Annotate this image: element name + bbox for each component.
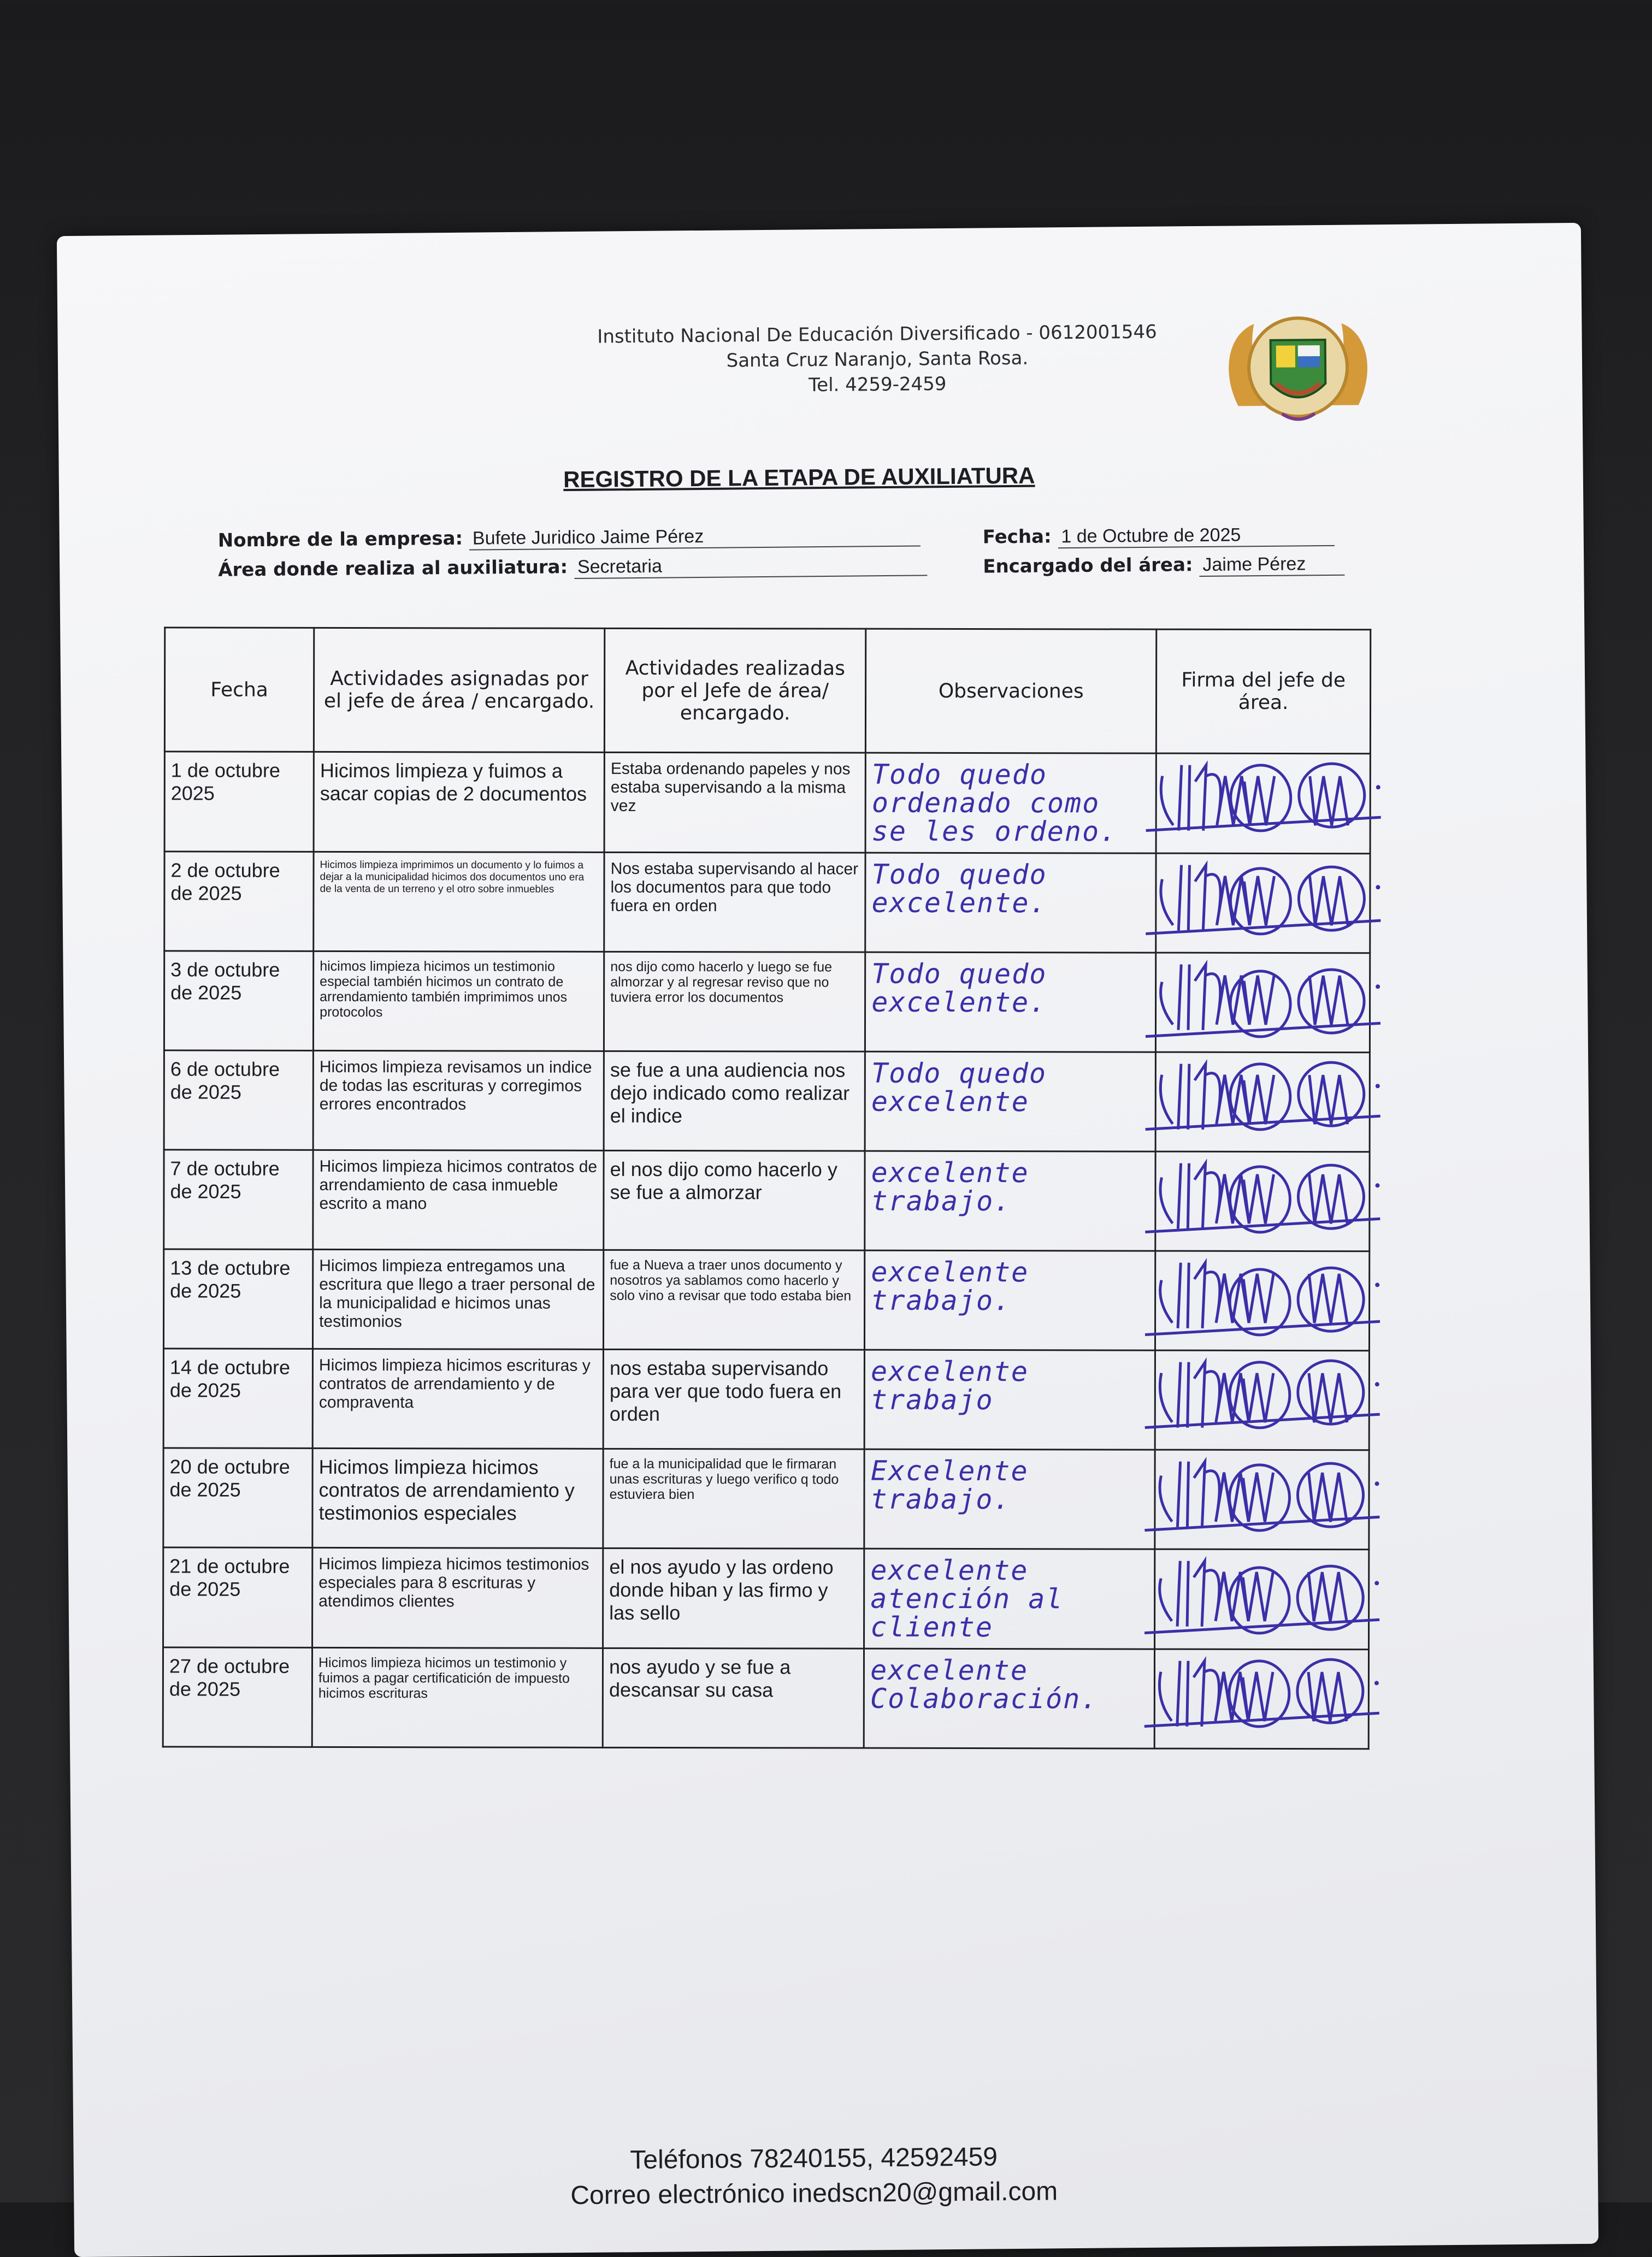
signature-stroke <box>1243 1672 1347 1721</box>
cell-firma <box>1156 853 1370 953</box>
institution-address: Santa Cruz Naranjo, Santa Rosa. <box>726 347 1029 372</box>
cell-firma <box>1155 1251 1370 1351</box>
cell-observaciones: excelente trabajo <box>864 1350 1155 1450</box>
document-title: REGISTRO DE LA ETAPA DE AUXILIATURA <box>563 462 1035 493</box>
cell-fecha: 6 de octubre de 2025 <box>164 1050 313 1150</box>
signature-stroke <box>1160 1462 1189 1527</box>
header-firma: Firma del jefe de área. <box>1157 629 1371 754</box>
signature-stroke <box>1231 868 1291 934</box>
signature-icon <box>1150 1241 1380 1351</box>
signature-stroke <box>1376 885 1380 889</box>
footer-phones: Teléfonos 78240155, 42592459 <box>630 2142 998 2175</box>
signature-icon <box>1151 1042 1380 1152</box>
cell-firma <box>1155 1350 1369 1450</box>
cell-realizadas: fue a la municipalidad que le firmaran unas escrituras y luego verifico q todo estuviera bien <box>603 1449 864 1549</box>
cell-observaciones: Excelente trabajo. <box>864 1449 1155 1549</box>
cell-asignadas: Hicimos limpieza hicimos contratos de arrendamiento de casa inmueble escrito a mano <box>313 1150 604 1250</box>
signature-stroke <box>1376 785 1380 789</box>
signature-stroke <box>1195 765 1250 831</box>
cell-observaciones: excelente atención al cliente <box>864 1549 1155 1649</box>
signature-stroke <box>1161 865 1190 931</box>
header-actividades-asignadas: Actividades asignadas por el jefe de área / encargado. <box>314 628 604 752</box>
cell-realizadas: fue a Nueva a traer unos documento y nosotros ya sablamos como hacerlo y solo vino a revisar que todo estaba bien <box>604 1250 865 1350</box>
empresa-label: Nombre de la empresa: <box>217 527 463 552</box>
signature-stroke <box>1230 1167 1290 1232</box>
empresa-value: Bufete Juridico Jaime Pérez <box>469 524 921 550</box>
table-row <box>164 852 1370 953</box>
table-row <box>164 752 1370 854</box>
signature-icon <box>1152 743 1381 853</box>
signature-stroke <box>1159 1661 1188 1727</box>
signature-stroke <box>1161 765 1190 831</box>
cell-firma <box>1156 953 1370 1053</box>
cell-asignadas: Hicimos limpieza revisamos un indice de todas las escrituras y corregimos errores encontrados <box>313 1050 604 1150</box>
cell-asignadas: Hicimos limpieza hicimos testimonios especiales para 8 escrituras y atendimos clientes <box>312 1547 603 1648</box>
signature-stroke <box>1229 1568 1289 1633</box>
header-fecha: Fecha <box>164 628 314 752</box>
cell-asignadas: Hicimos limpieza hicimos escrituras y contratos de arrendamiento y de compraventa <box>312 1349 603 1449</box>
cell-observaciones: excelente trabajo. <box>865 1151 1155 1251</box>
signature-stroke <box>1243 1274 1347 1323</box>
institution-header <box>483 318 1271 401</box>
signature-stroke <box>1230 1465 1290 1531</box>
cell-observaciones: Todo quedo excelente. <box>865 853 1156 953</box>
signature-icon <box>1150 1440 1380 1550</box>
cell-realizadas: el nos ayudo y las ordeno donde hiban y las firmo y las sello <box>603 1548 864 1649</box>
signature-stroke <box>1160 1362 1189 1428</box>
signature-stroke <box>1160 1163 1189 1229</box>
table-row <box>164 1150 1370 1251</box>
institution-phone: Tel. 4259-2459 <box>809 373 947 397</box>
cell-observaciones: Todo quedo excelente <box>865 1051 1155 1151</box>
cell-asignadas: Hicimos limpieza hicimos un testimonio y fuimos a pagar certificatición de impuesto hicimos escrituras <box>312 1647 603 1747</box>
signature-icon <box>1150 1340 1380 1450</box>
signature-stroke <box>1243 1473 1347 1522</box>
signature-stroke <box>1160 1263 1189 1328</box>
signature-stroke <box>1160 1561 1189 1627</box>
institution-crest-icon <box>1216 301 1380 445</box>
cell-observaciones: Todo quedo excelente. <box>865 952 1156 1052</box>
cell-realizadas: nos ayudo y se fue a descansar su casa <box>603 1648 864 1748</box>
header-actividades-realizadas: Actividades realizadas por el Jefe de área/ encargado. <box>604 628 865 753</box>
cell-fecha: 14 de octubre de 2025 <box>163 1349 312 1448</box>
cell-asignadas: Hicimos limpieza imprimimos un documento y lo fuimos a dejar a la municipalidad hicimos dos documentos uno era de la venta de un terreno y el otro sobre inmuebles <box>314 852 604 952</box>
signature-stroke <box>1375 1481 1379 1486</box>
cell-realizadas: el nos dijo como hacerlo y se fue a almorzar <box>604 1150 865 1250</box>
signature-stroke <box>1161 965 1190 1030</box>
signature-stroke <box>1194 1362 1249 1428</box>
cell-asignadas: Hicimos limpieza y fuimos a sacar copias de 2 documentos <box>314 752 604 852</box>
cell-firma <box>1154 1649 1368 1749</box>
signature-icon <box>1150 1639 1379 1749</box>
cell-realizadas: nos estaba supervisando para ver que todo fuera en orden <box>603 1349 864 1449</box>
signature-stroke <box>1244 876 1348 925</box>
signature-stroke <box>1243 1572 1347 1621</box>
institution-name: Instituto Nacional De Educación Diversificado - 0612001546 <box>597 321 1157 348</box>
fecha-row <box>983 523 1335 550</box>
signature-stroke <box>1194 1661 1248 1727</box>
cell-fecha: 7 de octubre de 2025 <box>164 1150 313 1249</box>
cell-firma <box>1155 1450 1369 1550</box>
signature-stroke <box>1195 965 1249 1030</box>
signature-stroke <box>1160 1064 1189 1130</box>
encargado-value: Jaime Pérez <box>1199 553 1344 577</box>
cell-firma <box>1156 753 1370 854</box>
cell-observaciones: excelente Colaboración. <box>864 1649 1154 1748</box>
document-paper <box>57 223 1598 2257</box>
signature-stroke <box>1375 1283 1379 1287</box>
signature-stroke <box>1244 976 1348 1025</box>
cell-realizadas: se fue a una audiencia nos dejo indicado como realizar el indice <box>604 1051 865 1151</box>
cell-realizadas: Estaba ordenando papeles y nos estaba supervisando a la misma vez <box>604 752 865 853</box>
footer-contact <box>51 2135 1576 2218</box>
signature-icon <box>1151 843 1380 953</box>
fecha-label: Fecha: <box>982 525 1052 548</box>
cell-fecha: 21 de octubre de 2025 <box>163 1547 312 1647</box>
table-row <box>164 951 1370 1053</box>
table-row <box>164 1050 1370 1152</box>
cell-firma <box>1155 1052 1370 1152</box>
signature-stroke <box>1244 1075 1348 1124</box>
signature-stroke <box>1374 1581 1379 1585</box>
cell-fecha: 20 de octubre de 2025 <box>163 1448 312 1547</box>
empresa-row <box>218 523 921 552</box>
cell-asignadas: Hicimos limpieza hicimos contratos de arrendamiento y testimonios especiales <box>312 1448 603 1548</box>
cell-firma <box>1155 1549 1369 1650</box>
area-label: Área donde realiza al auxiliatura: <box>218 556 568 581</box>
signature-icon <box>1150 1142 1380 1251</box>
table-row <box>163 1448 1369 1550</box>
registro-table <box>162 627 1372 1750</box>
cell-fecha: 27 de octubre de 2025 <box>163 1647 312 1747</box>
table-row <box>163 1547 1369 1650</box>
cell-realizadas: nos dijo como hacerlo y luego se fue almorzar y al regresar reviso que no tuviera error los documentos <box>604 952 865 1051</box>
signature-stroke <box>1374 1681 1379 1685</box>
cell-asignadas: Hicimos limpieza entregamos una escritura que llego a traer personal de la municipalidad e hicimos unas testimonios <box>313 1249 604 1349</box>
cell-fecha: 1 de octubre 2025 <box>164 752 314 852</box>
fecha-value: 1 de Octubre de 2025 <box>1058 524 1334 548</box>
footer-email: Correo electrónico inedscn20@gmail.com <box>570 2177 1058 2211</box>
cell-realizadas: Nos estaba supervisando al hacer los documentos para que todo fuera en orden <box>604 852 865 952</box>
signature-stroke <box>1376 1183 1380 1187</box>
cell-asignadas: hicimos limpieza hicimos un testimonio especial también hicimos un contrato de arrendamiento también imprimimos unos protocolos <box>313 951 604 1051</box>
encargado-row <box>983 553 1344 579</box>
signature-stroke <box>1376 1084 1380 1088</box>
area-value: Secretaria <box>574 553 927 579</box>
table-row <box>163 1249 1369 1351</box>
cell-fecha: 3 de octubre de 2025 <box>164 951 313 1050</box>
cell-firma <box>1155 1151 1370 1251</box>
header-observaciones: Observaciones <box>866 629 1157 753</box>
signature-stroke <box>1244 776 1348 825</box>
signature-stroke <box>1244 1174 1348 1224</box>
table-header-row <box>164 628 1370 754</box>
signature-stroke <box>1194 1263 1249 1328</box>
table-row <box>163 1349 1369 1450</box>
signature-icon <box>1150 1539 1379 1649</box>
cell-observaciones: excelente trabajo. <box>865 1250 1155 1350</box>
signature-icon <box>1151 943 1380 1053</box>
cell-fecha: 13 de octubre de 2025 <box>163 1249 312 1349</box>
signature-stroke <box>1375 1382 1379 1386</box>
signature-stroke <box>1376 984 1380 989</box>
signature-stroke <box>1230 1269 1290 1335</box>
signature-stroke <box>1230 971 1290 1037</box>
cell-observaciones: Todo quedo ordenado como se les ordeno. <box>865 753 1156 853</box>
signature-stroke <box>1195 1064 1249 1130</box>
area-row <box>218 553 927 582</box>
encargado-label: Encargado del área: <box>983 554 1193 578</box>
cell-fecha: 2 de octubre de 2025 <box>164 852 314 951</box>
signature-stroke <box>1243 1373 1347 1422</box>
signature-stroke <box>1194 1561 1248 1627</box>
table-row <box>163 1647 1368 1749</box>
